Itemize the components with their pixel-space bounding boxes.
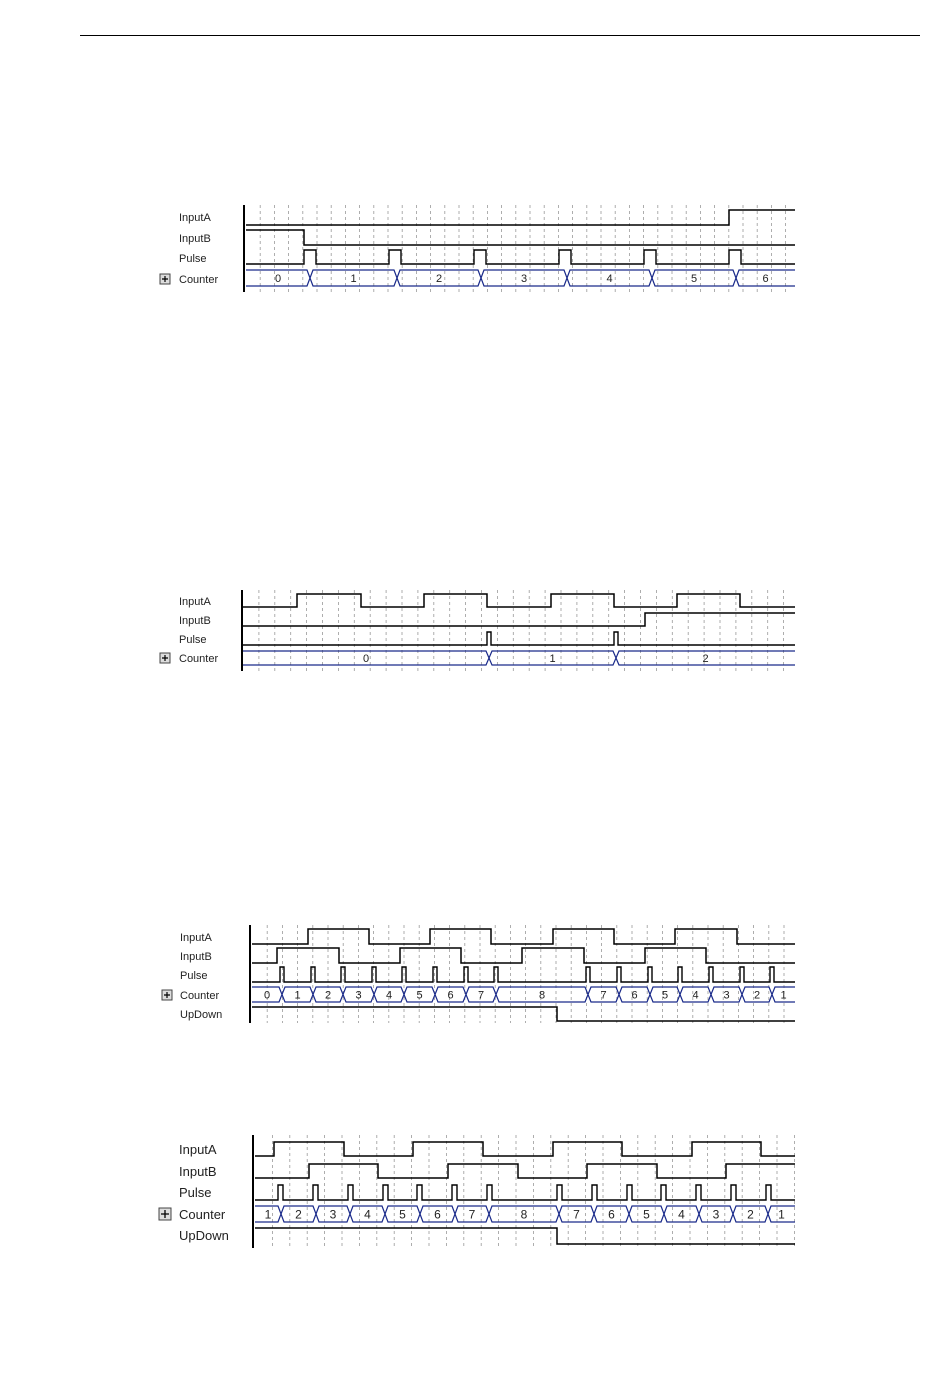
input-a-trace: [252, 929, 795, 944]
input-b-trace: [252, 948, 795, 963]
counter-value-label: 2: [747, 1207, 754, 1222]
counter-value-label: 5: [399, 1207, 406, 1222]
counter-value-label: 1: [350, 273, 357, 286]
pulse-trace: [255, 1185, 795, 1200]
counter-value-label: 7: [600, 989, 607, 1002]
signal-labels: [179, 1142, 229, 1243]
page-top-rule: [80, 35, 920, 36]
counter-value-label: 4: [385, 989, 393, 1002]
counter-value-label: 6: [631, 989, 638, 1002]
counter-value-label: 1: [549, 653, 556, 666]
counter-value-label: 6: [434, 1207, 441, 1222]
signal-label-input-a: InputA: [179, 212, 211, 224]
signal-labels: [179, 212, 218, 286]
counter-value-label: 5: [416, 989, 423, 1002]
signal-label-counter: Counter: [179, 274, 219, 286]
signal-label-input-b: InputB: [179, 1164, 217, 1179]
waveform-input-b: [252, 948, 795, 963]
signal-labels: [180, 932, 222, 1021]
counter-value-label: 4: [364, 1207, 371, 1222]
counter-value-label: 4: [606, 273, 613, 286]
input-b-trace: [246, 230, 795, 245]
counter-value-label: 0: [362, 653, 370, 666]
waveform-pulse: [255, 1185, 795, 1200]
expand-plus-icon[interactable]: [160, 274, 170, 284]
input-a-trace: [255, 1142, 795, 1156]
waveform-pulse: [246, 250, 795, 264]
pulse-trace: [243, 632, 795, 645]
pulse-trace: [246, 250, 795, 264]
waveform-pulse: [243, 632, 795, 645]
counter-value-label: 7: [477, 989, 485, 1002]
counter-value-label: 3: [355, 989, 362, 1002]
counter-value-label: 7: [468, 1207, 476, 1222]
signal-labels: [179, 596, 218, 665]
signal-label-pulse: Pulse: [179, 253, 207, 265]
input-a-trace: [243, 594, 795, 607]
waveform-counter: [255, 1206, 795, 1222]
counter-value-label: 5: [643, 1207, 650, 1222]
waveform-input-b: [243, 613, 795, 626]
waveform-input-a: [255, 1142, 795, 1156]
signal-label-counter: Counter: [179, 653, 219, 665]
waveform-updown: [255, 1228, 795, 1244]
counter-value-label: 3: [329, 1207, 337, 1222]
signal-label-pulse: Pulse: [180, 970, 208, 982]
timing-diagram-4: [0, 1130, 950, 1250]
signal-label-input-a: InputA: [179, 1142, 217, 1157]
signal-label-counter: Counter: [180, 990, 220, 1002]
waveform-input-a: [252, 929, 795, 944]
signal-label-pulse: Pulse: [179, 634, 207, 646]
signal-label-updown: UpDown: [179, 1228, 229, 1243]
updown-trace: [255, 1228, 795, 1244]
counter-value-label: 2: [753, 989, 761, 1002]
signal-label-input-b: InputB: [179, 615, 211, 627]
waveform-input-b: [255, 1164, 795, 1178]
waveform-input-b: [246, 230, 795, 245]
timing-diagram-2: [0, 585, 950, 675]
signal-label-updown: UpDown: [180, 1009, 223, 1021]
waveform-counter: [252, 987, 795, 1002]
counter-value-label: 1: [780, 989, 787, 1002]
counter-value-label: 6: [762, 273, 769, 286]
counter-value-label: 2: [324, 989, 332, 1002]
expand-plus-icon[interactable]: [160, 653, 170, 663]
counter-value-label: 1: [264, 1207, 272, 1222]
timing-diagram-3: [0, 920, 950, 1025]
signal-label-input-b: InputB: [179, 233, 211, 245]
grid: [272, 1135, 794, 1248]
input-b-trace: [255, 1164, 795, 1178]
counter-value-label: 2: [435, 273, 443, 286]
counter-value-label: 6: [608, 1207, 615, 1222]
counter-value-label: 2: [295, 1207, 302, 1222]
counter-value-label: 0: [263, 989, 271, 1002]
counter-value-label: 1: [294, 989, 301, 1002]
timing-diagram-1: [0, 200, 950, 295]
signal-label-pulse: Pulse: [179, 1185, 212, 1200]
waveform-pulse: [252, 967, 795, 982]
counter-value-label: 6: [447, 989, 454, 1002]
counter-value-label: 4: [678, 1207, 685, 1222]
counter-value-label: 1: [778, 1207, 785, 1222]
counter-value-label: 3: [712, 1207, 720, 1222]
counter-value-label: 7: [573, 1207, 580, 1222]
expand-plus-icon[interactable]: [162, 990, 172, 1000]
waveform-counter: [246, 270, 795, 286]
counter-value-label: 8: [520, 1207, 528, 1222]
updown-trace: [252, 1007, 795, 1021]
pulse-trace: [252, 967, 795, 982]
waveform-updown: [252, 1007, 795, 1021]
signal-label-counter: Counter: [179, 1207, 226, 1222]
counter-value-label: 2: [702, 653, 709, 666]
counter-value-label: 4: [692, 989, 699, 1002]
input-b-trace: [243, 613, 795, 626]
signal-label-input-a: InputA: [180, 932, 212, 944]
counter-value-label: 8: [538, 989, 546, 1002]
signal-label-input-b: InputB: [180, 951, 212, 963]
counter-value-label: 0: [274, 273, 282, 286]
counter-value-label: 5: [661, 989, 669, 1002]
input-a-trace: [246, 210, 795, 225]
waveform-input-a: [243, 594, 795, 607]
counter-value-label: 3: [723, 989, 730, 1002]
signal-label-input-a: InputA: [179, 596, 211, 608]
expand-plus-icon[interactable]: [159, 1208, 171, 1220]
waveform-input-a: [246, 210, 795, 225]
counter-value-label: 5: [690, 273, 698, 286]
counter-value-label: 3: [520, 273, 528, 286]
waveform-counter: [243, 651, 795, 665]
